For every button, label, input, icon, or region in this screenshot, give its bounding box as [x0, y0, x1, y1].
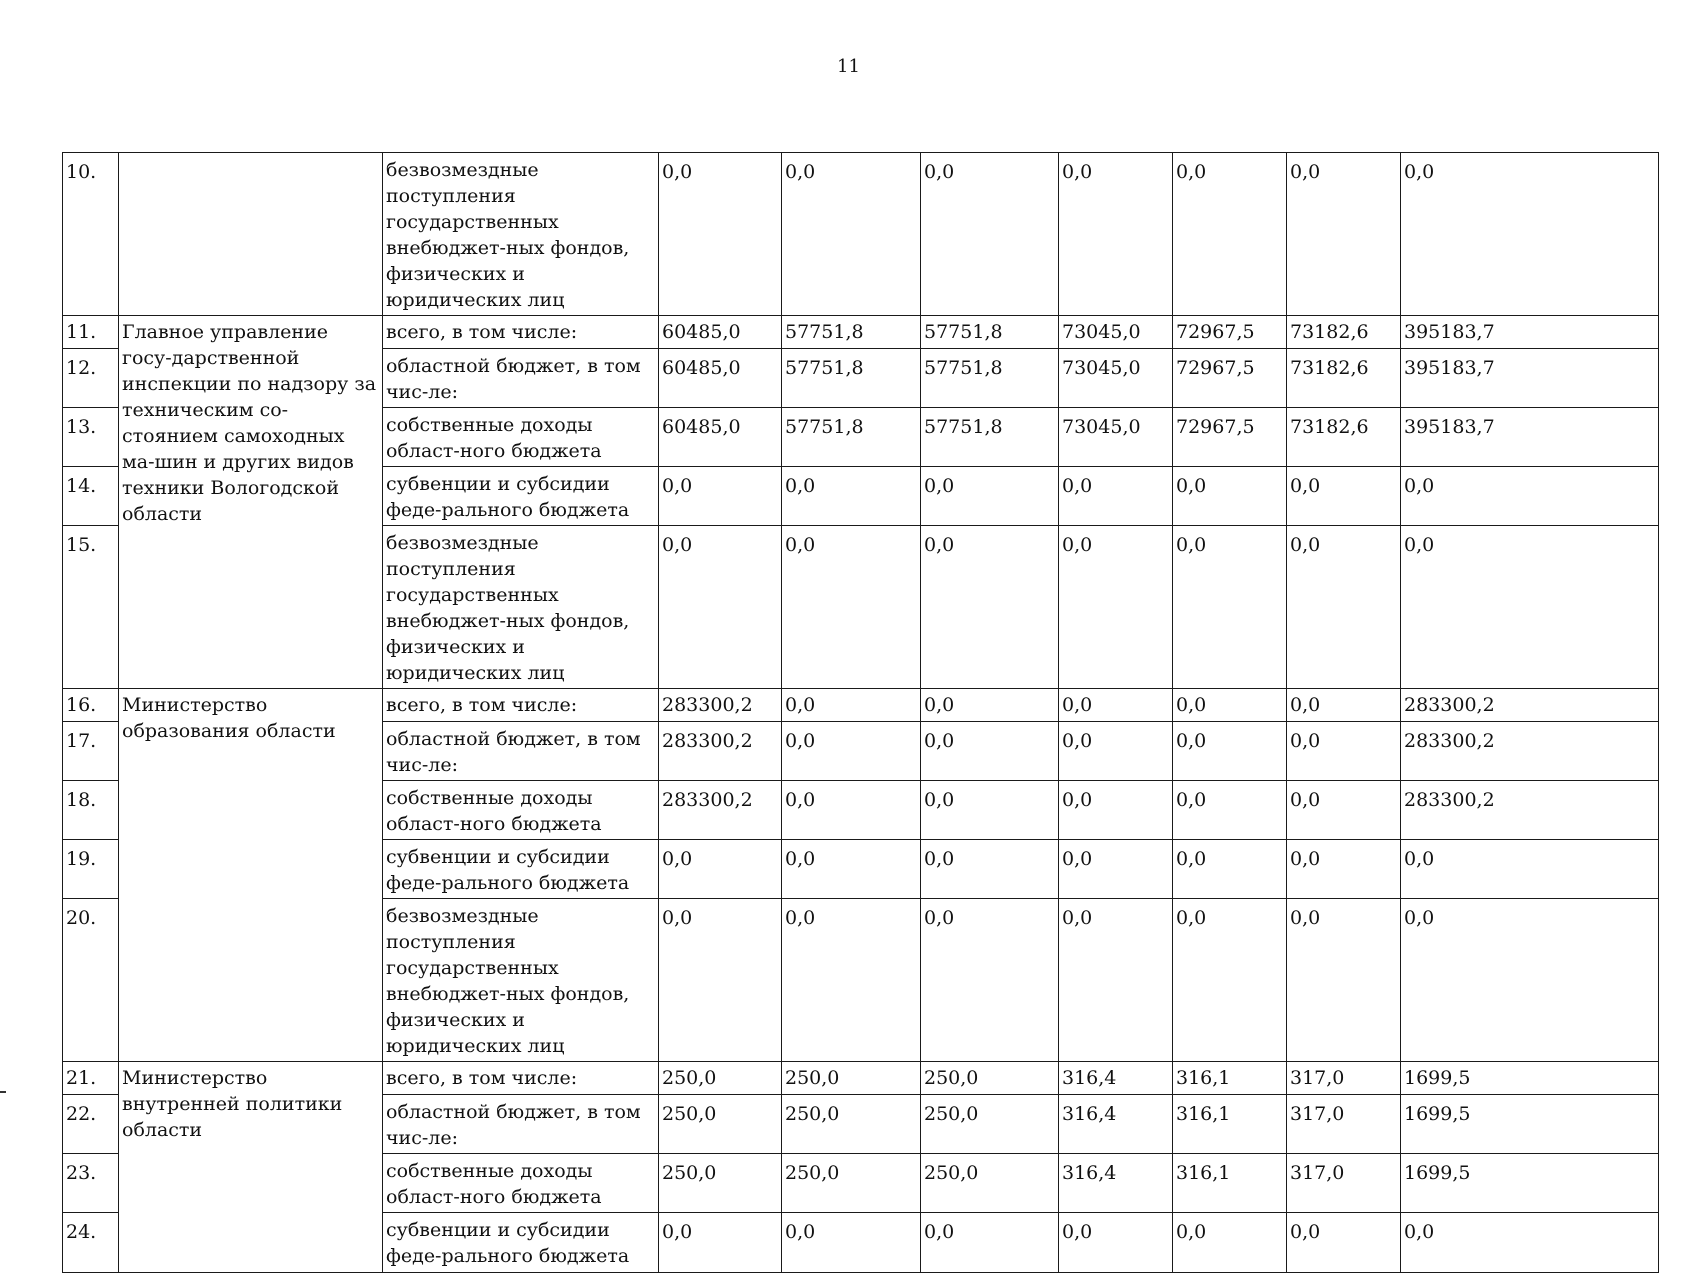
- value-cell: 1699,5: [1401, 1062, 1659, 1095]
- value-cell: 0,0: [782, 1213, 921, 1273]
- value-cell: 57751,8: [921, 408, 1059, 467]
- value-cell: 73182,6: [1287, 349, 1401, 408]
- row-description: собственные доходы област-ного бюджета: [383, 408, 659, 467]
- value-cell: 1699,5: [1401, 1095, 1659, 1154]
- value-cell: 60485,0: [659, 349, 782, 408]
- value-cell: 0,0: [1287, 1213, 1401, 1273]
- value-cell: 0,0: [921, 467, 1059, 526]
- value-cell: 0,0: [1173, 1213, 1287, 1273]
- value-cell: 250,0: [921, 1095, 1059, 1154]
- value-cell: 0,0: [1401, 840, 1659, 899]
- row-number: 12.: [63, 349, 119, 408]
- page-number: 11: [837, 56, 860, 77]
- value-cell: 316,1: [1173, 1154, 1287, 1213]
- row-number: 10.: [63, 153, 119, 316]
- value-cell: 0,0: [659, 1213, 782, 1273]
- value-cell: 283300,2: [1401, 689, 1659, 722]
- row-number: 18.: [63, 781, 119, 840]
- value-cell: 0,0: [1287, 840, 1401, 899]
- row-number: 20.: [63, 899, 119, 1062]
- row-number: 23.: [63, 1154, 119, 1213]
- row-description: безвозмездные поступления государственных внебюджет-ных фондов, физических и юридических лиц: [383, 899, 659, 1062]
- value-cell: 316,4: [1059, 1062, 1173, 1095]
- value-cell: 0,0: [659, 526, 782, 689]
- value-cell: 0,0: [1059, 781, 1173, 840]
- value-cell: 1699,5: [1401, 1154, 1659, 1213]
- value-cell: 283300,2: [1401, 781, 1659, 840]
- organization-name: Главное управление госу-дарственной инспекции по надзору за техническим со-стоянием самоходных ма-шин и других видов техники Вологодской области: [119, 316, 383, 689]
- value-cell: 0,0: [1401, 899, 1659, 1062]
- value-cell: 0,0: [782, 840, 921, 899]
- value-cell: 0,0: [1059, 526, 1173, 689]
- value-cell: 0,0: [921, 153, 1059, 316]
- row-number: 21.: [63, 1062, 119, 1095]
- row-description: собственные доходы област-ного бюджета: [383, 1154, 659, 1213]
- value-cell: 0,0: [921, 1213, 1059, 1273]
- value-cell: 73182,6: [1287, 408, 1401, 467]
- value-cell: 317,0: [1287, 1095, 1401, 1154]
- value-cell: 0,0: [1173, 526, 1287, 689]
- organization-name: Министерство внутренней политики области: [119, 1062, 383, 1273]
- value-cell: 250,0: [921, 1154, 1059, 1213]
- value-cell: 250,0: [659, 1095, 782, 1154]
- value-cell: 72967,5: [1173, 349, 1287, 408]
- value-cell: 57751,8: [782, 316, 921, 349]
- value-cell: 72967,5: [1173, 408, 1287, 467]
- value-cell: 395183,7: [1401, 408, 1659, 467]
- value-cell: 0,0: [1287, 899, 1401, 1062]
- value-cell: 0,0: [1173, 722, 1287, 781]
- value-cell: 0,0: [659, 899, 782, 1062]
- value-cell: 0,0: [1059, 840, 1173, 899]
- value-cell: 0,0: [782, 689, 921, 722]
- row-number: 14.: [63, 467, 119, 526]
- row-description: безвозмездные поступления государственных внебюджет-ных фондов, физических и юридических лиц: [383, 526, 659, 689]
- row-description: субвенции и субсидии феде-рального бюджета: [383, 840, 659, 899]
- value-cell: 250,0: [659, 1154, 782, 1213]
- value-cell: 0,0: [782, 526, 921, 689]
- value-cell: 317,0: [1287, 1154, 1401, 1213]
- value-cell: 0,0: [659, 467, 782, 526]
- value-cell: 283300,2: [659, 781, 782, 840]
- value-cell: 60485,0: [659, 408, 782, 467]
- value-cell: 60485,0: [659, 316, 782, 349]
- value-cell: 0,0: [1287, 153, 1401, 316]
- value-cell: 0,0: [1173, 467, 1287, 526]
- row-description: всего, в том числе:: [383, 316, 659, 349]
- value-cell: 316,1: [1173, 1095, 1287, 1154]
- row-description: областной бюджет, в том чис-ле:: [383, 349, 659, 408]
- value-cell: 0,0: [1287, 526, 1401, 689]
- table-row: [63, 316, 1659, 349]
- margin-mark: [0, 1091, 6, 1093]
- value-cell: 0,0: [921, 689, 1059, 722]
- value-cell: 0,0: [782, 781, 921, 840]
- row-description: субвенции и субсидии феде-рального бюджета: [383, 1213, 659, 1273]
- value-cell: 0,0: [1287, 689, 1401, 722]
- value-cell: 0,0: [1287, 781, 1401, 840]
- value-cell: 57751,8: [782, 408, 921, 467]
- value-cell: 0,0: [1059, 722, 1173, 781]
- row-description: собственные доходы област-ного бюджета: [383, 781, 659, 840]
- value-cell: 0,0: [1173, 899, 1287, 1062]
- value-cell: 0,0: [921, 781, 1059, 840]
- row-number: 13.: [63, 408, 119, 467]
- value-cell: 0,0: [1401, 467, 1659, 526]
- value-cell: 0,0: [659, 840, 782, 899]
- table-row: [63, 153, 1659, 316]
- value-cell: 57751,8: [782, 349, 921, 408]
- value-cell: 0,0: [1059, 153, 1173, 316]
- row-number: 15.: [63, 526, 119, 689]
- value-cell: 0,0: [1287, 467, 1401, 526]
- value-cell: 0,0: [782, 153, 921, 316]
- table-row: [63, 689, 1659, 722]
- value-cell: 283300,2: [659, 689, 782, 722]
- value-cell: 57751,8: [921, 316, 1059, 349]
- row-description: безвозмездные поступления государственных внебюджет-ных фондов, физических и юридических лиц: [383, 153, 659, 316]
- value-cell: 73045,0: [1059, 408, 1173, 467]
- table-row: [63, 1062, 1659, 1095]
- row-description: всего, в том числе:: [383, 1062, 659, 1095]
- row-number: 16.: [63, 689, 119, 722]
- row-description: всего, в том числе:: [383, 689, 659, 722]
- value-cell: 0,0: [1401, 526, 1659, 689]
- value-cell: 72967,5: [1173, 316, 1287, 349]
- value-cell: 73045,0: [1059, 349, 1173, 408]
- value-cell: 250,0: [782, 1062, 921, 1095]
- value-cell: 250,0: [782, 1154, 921, 1213]
- value-cell: 395183,7: [1401, 316, 1659, 349]
- value-cell: 0,0: [921, 899, 1059, 1062]
- value-cell: 0,0: [921, 722, 1059, 781]
- row-description: областной бюджет, в том чис-ле:: [383, 1095, 659, 1154]
- row-description: областной бюджет, в том чис-ле:: [383, 722, 659, 781]
- value-cell: 0,0: [782, 899, 921, 1062]
- value-cell: 283300,2: [659, 722, 782, 781]
- value-cell: 250,0: [921, 1062, 1059, 1095]
- value-cell: 57751,8: [921, 349, 1059, 408]
- value-cell: 0,0: [1173, 689, 1287, 722]
- budget-table: [62, 152, 1659, 1273]
- value-cell: 0,0: [1059, 899, 1173, 1062]
- value-cell: 316,4: [1059, 1095, 1173, 1154]
- value-cell: 0,0: [1059, 689, 1173, 722]
- value-cell: 317,0: [1287, 1062, 1401, 1095]
- row-number: 22.: [63, 1095, 119, 1154]
- row-description: субвенции и субсидии феде-рального бюджета: [383, 467, 659, 526]
- value-cell: 0,0: [1059, 467, 1173, 526]
- row-number: 17.: [63, 722, 119, 781]
- row-number: 19.: [63, 840, 119, 899]
- value-cell: 395183,7: [1401, 349, 1659, 408]
- value-cell: 0,0: [1401, 1213, 1659, 1273]
- value-cell: 0,0: [1173, 840, 1287, 899]
- value-cell: 73045,0: [1059, 316, 1173, 349]
- value-cell: 0,0: [659, 153, 782, 316]
- value-cell: 0,0: [1287, 722, 1401, 781]
- value-cell: 0,0: [921, 526, 1059, 689]
- value-cell: 250,0: [659, 1062, 782, 1095]
- organization-name: [119, 153, 383, 316]
- organization-name: Министерство образования области: [119, 689, 383, 1062]
- value-cell: 0,0: [782, 467, 921, 526]
- value-cell: 283300,2: [1401, 722, 1659, 781]
- row-number: 24.: [63, 1213, 119, 1273]
- value-cell: 0,0: [921, 840, 1059, 899]
- value-cell: 316,1: [1173, 1062, 1287, 1095]
- value-cell: 0,0: [1059, 1213, 1173, 1273]
- value-cell: 316,4: [1059, 1154, 1173, 1213]
- row-number: 11.: [63, 316, 119, 349]
- value-cell: 0,0: [1173, 153, 1287, 316]
- value-cell: 73182,6: [1287, 316, 1401, 349]
- value-cell: 0,0: [1401, 153, 1659, 316]
- value-cell: 0,0: [1173, 781, 1287, 840]
- value-cell: 250,0: [782, 1095, 921, 1154]
- value-cell: 0,0: [782, 722, 921, 781]
